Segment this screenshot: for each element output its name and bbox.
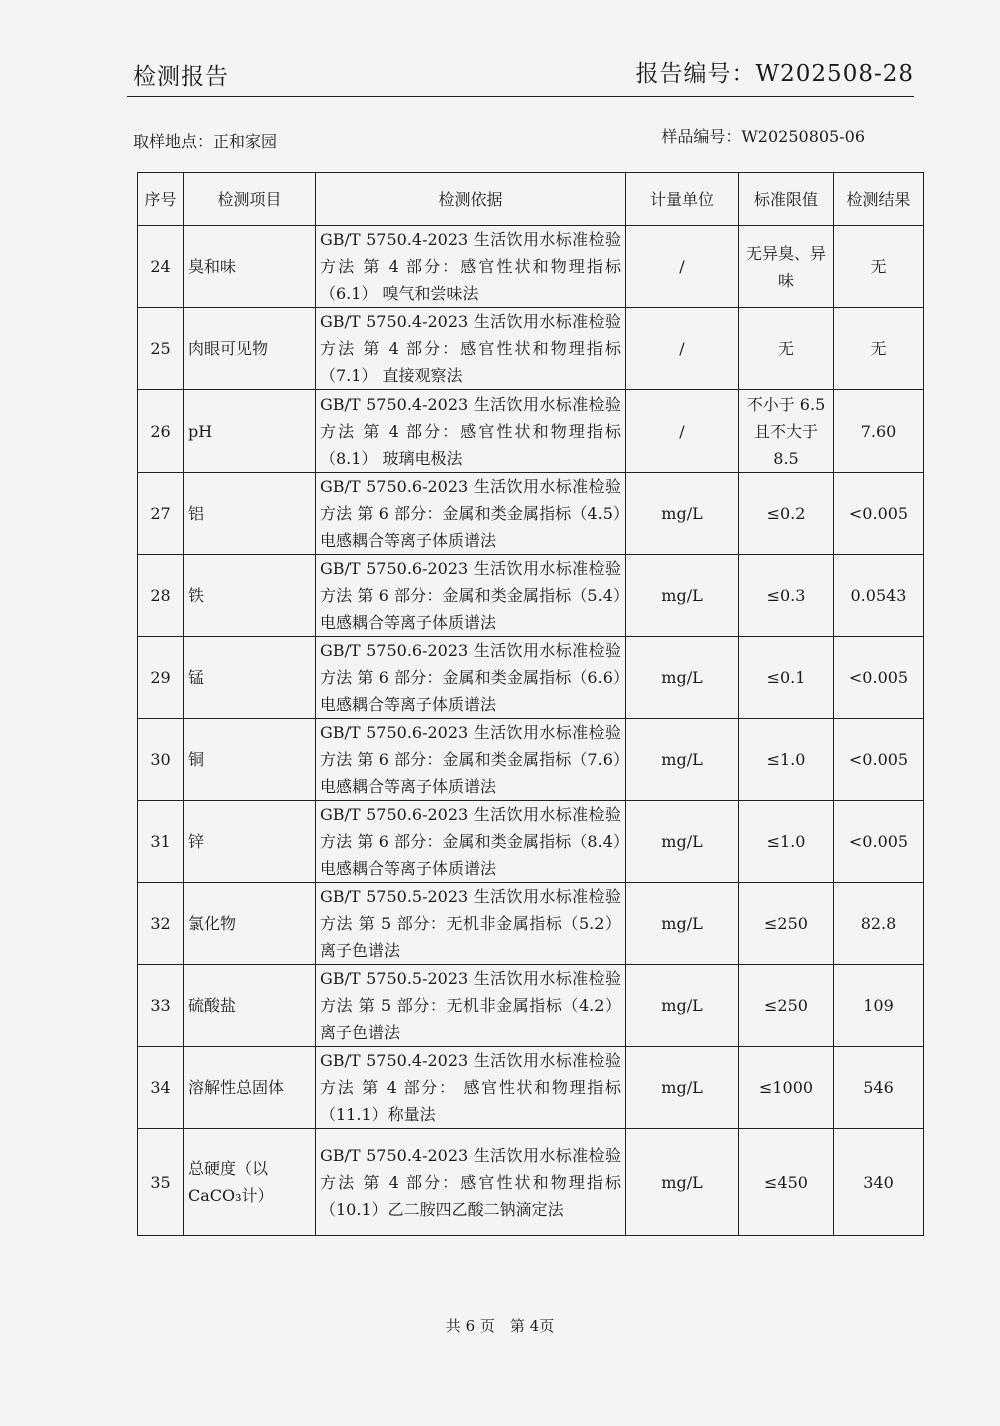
row-item: 氯化物 — [184, 883, 316, 965]
col-header-unit: 计量单位 — [626, 173, 739, 226]
col-header-result: 检测结果 — [834, 173, 924, 226]
row-result: <0.005 — [834, 801, 924, 883]
page-footer: 共 6 页 第 4页 — [445, 1317, 555, 1335]
row-limit: 无异臭、异味 — [739, 226, 834, 308]
table-row — [138, 473, 924, 555]
table-header-row — [138, 173, 924, 226]
results-table — [137, 172, 924, 1236]
row-unit: mg/L — [626, 637, 739, 719]
row-unit: mg/L — [626, 1129, 739, 1236]
row-basis: GB/T 5750.5-2023 生活饮用水标准检验方法 第 5 部分：无机非金属指标（5.2）离子色谱法 — [316, 883, 626, 965]
row-item: 铜 — [184, 719, 316, 801]
col-header-basis: 检测依据 — [316, 173, 626, 226]
row-item: 臭和味 — [184, 226, 316, 308]
row-limit: ≤1.0 — [739, 801, 834, 883]
table-row — [138, 965, 924, 1047]
row-unit: mg/L — [626, 883, 739, 965]
row-item: 锰 — [184, 637, 316, 719]
row-limit: 无 — [739, 308, 834, 390]
row-result: 340 — [834, 1129, 924, 1236]
row-limit: ≤250 — [739, 965, 834, 1047]
row-unit: / — [626, 308, 739, 390]
row-number: 33 — [138, 965, 184, 1047]
row-item: 锌 — [184, 801, 316, 883]
row-item: pH — [184, 390, 316, 473]
col-header-no: 序号 — [138, 173, 184, 226]
row-basis: GB/T 5750.6-2023 生活饮用水标准检验方法 第 6 部分：金属和类金属指标（4.5）电感耦合等离子体质谱法 — [316, 473, 626, 555]
row-basis: GB/T 5750.5-2023 生活饮用水标准检验方法 第 5 部分：无机非金属指标（4.2）离子色谱法 — [316, 965, 626, 1047]
row-basis: GB/T 5750.6-2023 生活饮用水标准检验方法 第 6 部分：金属和类金属指标（6.6）电感耦合等离子体质谱法 — [316, 637, 626, 719]
row-result: 无 — [834, 308, 924, 390]
row-limit: ≤0.3 — [739, 555, 834, 637]
row-unit: mg/L — [626, 473, 739, 555]
row-number: 24 — [138, 226, 184, 308]
row-number: 32 — [138, 883, 184, 965]
row-basis: GB/T 5750.6-2023 生活饮用水标准检验方法 第 6 部分：金属和类金属指标（8.4）电感耦合等离子体质谱法 — [316, 801, 626, 883]
table-row — [138, 637, 924, 719]
row-basis: GB/T 5750.4-2023 生活饮用水标准检验方法 第 4 部分：感官性状和物理指标（8.1） 玻璃电极法 — [316, 390, 626, 473]
row-number: 29 — [138, 637, 184, 719]
row-limit: 不小于 6.5 且不大于 8.5 — [739, 390, 834, 473]
row-number: 25 — [138, 308, 184, 390]
row-item: 铝 — [184, 473, 316, 555]
row-basis: GB/T 5750.4-2023 生活饮用水标准检验方法 第 4 部分：感官性状和物理指标 （10.1）乙二胺四乙酸二钠滴定法 — [316, 1129, 626, 1236]
row-limit: ≤450 — [739, 1129, 834, 1236]
row-item: 溶解性总固体 — [184, 1047, 316, 1129]
table-row — [138, 883, 924, 965]
table-row — [138, 1047, 924, 1129]
row-limit: ≤1.0 — [739, 719, 834, 801]
table-row — [138, 390, 924, 473]
row-number: 27 — [138, 473, 184, 555]
row-result: 82.8 — [834, 883, 924, 965]
row-basis: GB/T 5750.4-2023 生活饮用水标准检验方法 第 4 部分：感官性状和物理指标（6.1） 嗅气和尝味法 — [316, 226, 626, 308]
row-basis: GB/T 5750.6-2023 生活饮用水标准检验方法 第 6 部分：金属和类金属指标（7.6）电感耦合等离子体质谱法 — [316, 719, 626, 801]
row-result: <0.005 — [834, 637, 924, 719]
row-number: 30 — [138, 719, 184, 801]
col-header-limit: 标准限值 — [739, 173, 834, 226]
table-row — [138, 308, 924, 390]
row-unit: mg/L — [626, 555, 739, 637]
row-basis: GB/T 5750.6-2023 生活饮用水标准检验方法 第 6 部分：金属和类金属指标（5.4）电感耦合等离子体质谱法 — [316, 555, 626, 637]
report-title: 检测报告 — [133, 64, 229, 90]
report-number: 报告编号：W202508-28 — [635, 61, 914, 87]
table-row — [138, 719, 924, 801]
row-unit: / — [626, 226, 739, 308]
table-row — [138, 1129, 924, 1236]
row-limit: ≤1000 — [739, 1047, 834, 1129]
row-result: <0.005 — [834, 719, 924, 801]
row-result: 0.0543 — [834, 555, 924, 637]
row-item: 铁 — [184, 555, 316, 637]
row-number: 26 — [138, 390, 184, 473]
row-limit: ≤250 — [739, 883, 834, 965]
row-result: 无 — [834, 226, 924, 308]
row-limit: ≤0.2 — [739, 473, 834, 555]
row-number: 35 — [138, 1129, 184, 1236]
table-row — [138, 226, 924, 308]
row-result: <0.005 — [834, 473, 924, 555]
row-basis: GB/T 5750.4-2023 生活饮用水标准检验方法 第 4 部分：感官性状和物理指标（7.1） 直接观察法 — [316, 308, 626, 390]
table-row — [138, 801, 924, 883]
row-item: 肉眼可见物 — [184, 308, 316, 390]
row-limit: ≤0.1 — [739, 637, 834, 719]
col-header-item: 检测项目 — [184, 173, 316, 226]
row-unit: / — [626, 390, 739, 473]
results-table-body — [138, 173, 924, 1236]
row-unit: mg/L — [626, 719, 739, 801]
row-unit: mg/L — [626, 965, 739, 1047]
header-divider — [127, 96, 914, 97]
row-result: 109 — [834, 965, 924, 1047]
row-number: 34 — [138, 1047, 184, 1129]
row-result: 546 — [834, 1047, 924, 1129]
table-row — [138, 555, 924, 637]
row-number: 31 — [138, 801, 184, 883]
row-item: 硫酸盐 — [184, 965, 316, 1047]
row-basis: GB/T 5750.4-2023 生活饮用水标准检验方法 第 4 部分： 感官性状和物理指标（11.1）称量法 — [316, 1047, 626, 1129]
sampling-location: 取样地点：正和家园 — [133, 132, 278, 151]
row-unit: mg/L — [626, 801, 739, 883]
row-number: 28 — [138, 555, 184, 637]
sample-number: 样品编号：W20250805-06 — [661, 127, 865, 146]
row-result: 7.60 — [834, 390, 924, 473]
row-item: 总硬度（以CaCO₃计） — [184, 1129, 316, 1236]
row-unit: mg/L — [626, 1047, 739, 1129]
